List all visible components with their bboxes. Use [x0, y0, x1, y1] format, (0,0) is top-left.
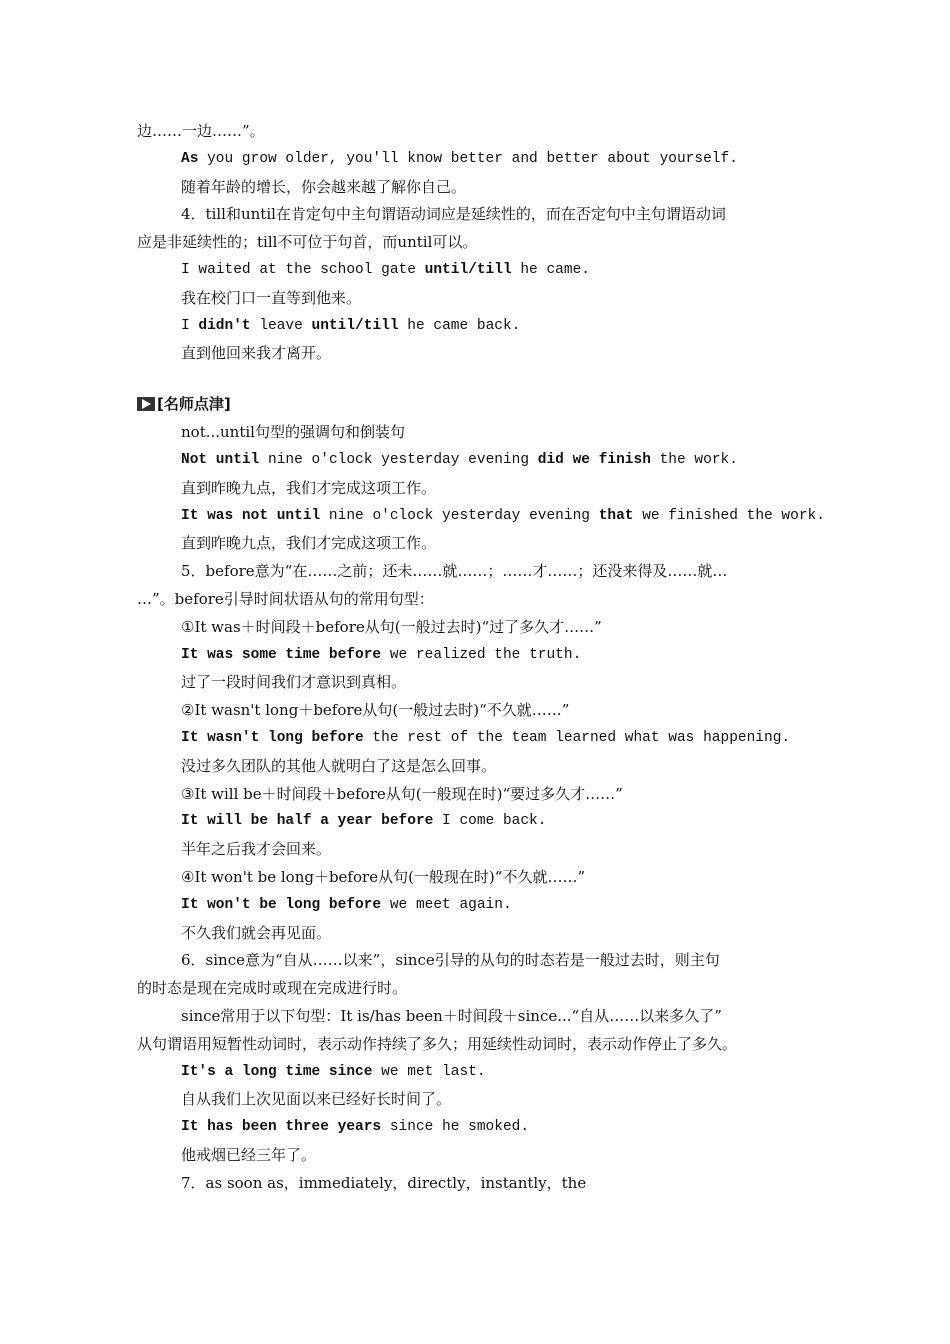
bold-phrase: It will be half a year before: [181, 813, 434, 830]
text-segment: the work.: [650, 451, 738, 468]
text-line: [137, 229, 817, 257]
text-line: [137, 669, 817, 697]
text-segment: 4．till和until在肯定句中主句谓语动词应是延续性的，而在否定句中主句谓语动词: [181, 205, 726, 224]
text-segment: 边……一边……”。: [137, 122, 265, 140]
text-segment: you grow older, you'll know better and better about yourself.: [198, 150, 738, 167]
text-line: [137, 1142, 817, 1170]
text-line: [137, 503, 825, 531]
text-segment: 应是非延续性的；till不可位于句首，而until可以。: [137, 233, 478, 252]
text-line: [137, 1031, 817, 1059]
text-segment: since he smoked.: [381, 1119, 530, 1136]
text-line: [137, 447, 817, 475]
text-segment: 随着年龄的增长，你会越来越了解你自己。: [181, 177, 467, 196]
bold-phrase: It's a long time since: [181, 1063, 373, 1080]
text-line: [137, 586, 817, 614]
text-segment: 7．as soon as，immediately，directly，instantly，the: [181, 1173, 587, 1192]
text-segment: 不久我们就会再见面。: [181, 923, 332, 942]
text-line: [137, 1114, 817, 1142]
bold-phrase: Not until: [181, 451, 260, 468]
bold-phrase: until/till: [424, 261, 512, 278]
text-segment: ②It wasn't long＋before从句(一般过去时)“不久就……”: [181, 701, 570, 720]
text-segment: ①It was＋时间段＋before从句(一般过去时)“过了多久才……”: [181, 617, 602, 636]
text-segment: since常用于以下句型：It is/has been＋时间段＋since...“自从……以来多久了”: [181, 1006, 722, 1025]
text-segment: not...until句型的强调句和倒装句: [181, 423, 405, 442]
text-segment: …”。before引导时间状语从句的常用句型：: [137, 589, 434, 608]
text-line: [137, 947, 817, 975]
text-line: [137, 340, 817, 368]
text-line: [137, 892, 817, 920]
text-segment: 自从我们上次见面以来已经好长时间了。: [181, 1090, 452, 1109]
bold-phrase: It wasn't long before: [181, 729, 364, 746]
text-line: [137, 257, 817, 285]
text-segment: ④It won't be long＋before从句(一般现在时)“不久就……”: [181, 867, 586, 886]
text-segment: 的时态是现在完成时或现在完成进行时。: [137, 979, 408, 998]
bold-phrase: It was some time before: [181, 646, 382, 663]
text-line: [137, 836, 817, 864]
text-segment: [名师点津]: [157, 395, 231, 414]
text-line: [137, 614, 817, 642]
text-line: [137, 313, 817, 341]
text-segment: we realized the truth.: [381, 646, 582, 663]
bold-phrase: It was not until: [181, 507, 321, 524]
text-line: [137, 174, 817, 202]
text-segment: nine o'clock yesterday evening: [259, 451, 538, 468]
text-line: [137, 725, 817, 753]
text-line: [137, 1170, 817, 1198]
text-line: [137, 419, 817, 447]
bold-phrase: did we finish: [537, 451, 651, 468]
text-segment: 6．since意为“自从……以来”，since引导的从句的时态若是一般过去时，则主句: [181, 951, 720, 970]
bold-phrase: It has been three years: [181, 1119, 382, 1136]
text-segment: I: [181, 317, 199, 334]
text-line: [137, 285, 817, 313]
text-segment: 从句谓语用短暂性动词时，表示动作持续了多久；用延续性动词时，表示动作停止了多久。: [137, 1034, 738, 1053]
text-line: [137, 475, 817, 503]
spacer: [137, 368, 817, 389]
text-segment: 直到昨晚九点，我们才完成这项工作。: [181, 534, 437, 553]
text-segment: 过了一段时间我们才意识到真相。: [181, 673, 407, 692]
text-segment: we finished the work.: [633, 507, 825, 524]
text-segment: 5．before意为“在……之前；还未……就……；……才……；还没来得及……就…: [181, 562, 728, 581]
text-segment: 直到昨晚九点，我们才完成这项工作。: [181, 478, 437, 497]
text-segment: 我在校门口一直等到他来。: [181, 288, 362, 307]
text-line: [137, 642, 817, 670]
play-triangle-icon: [137, 397, 155, 411]
text-line: [137, 201, 817, 229]
text-segment: he came.: [511, 261, 590, 278]
text-line: [137, 864, 817, 892]
bold-phrase: until/till: [311, 317, 399, 334]
text-segment: 没过多久团队的其他人就明白了这是怎么回事。: [181, 756, 497, 775]
section-heading: [137, 389, 817, 419]
text-segment: I waited at the school gate: [181, 261, 425, 278]
text-segment: nine o'clock yesterday evening: [320, 507, 599, 524]
text-segment: I come back.: [433, 813, 547, 830]
text-line: [137, 530, 817, 558]
bold-phrase: As: [181, 150, 199, 167]
text-segment: leave: [250, 317, 312, 334]
bold-phrase: It won't be long before: [181, 896, 382, 913]
bold-phrase: didn't: [198, 317, 251, 334]
text-segment: we met last.: [372, 1063, 486, 1080]
text-line: [137, 781, 817, 809]
text-segment: the rest of the team learned what was happening.: [363, 729, 791, 746]
text-segment: he came back.: [398, 317, 521, 334]
text-segment: 直到他回来我才离开。: [181, 344, 332, 363]
text-line: [137, 1086, 817, 1114]
text-segment: 半年之后我才会回来。: [181, 840, 332, 859]
text-line: [137, 118, 817, 146]
text-line: [137, 146, 817, 174]
text-line: [137, 808, 817, 836]
text-segment: ③It will be＋时间段＋before从句(一般现在时)“要过多久才……”: [181, 784, 623, 803]
text-line: [137, 1059, 817, 1087]
text-line: [137, 753, 817, 781]
text-line: [137, 558, 817, 586]
text-line: [137, 1003, 817, 1031]
document-body: [137, 118, 825, 1197]
text-line: [137, 920, 817, 948]
text-segment: 他戒烟已经三年了。: [181, 1145, 317, 1164]
text-line: [137, 697, 817, 725]
text-segment: we meet again.: [381, 896, 512, 913]
bold-phrase: that: [598, 507, 634, 524]
text-line: [137, 975, 817, 1003]
